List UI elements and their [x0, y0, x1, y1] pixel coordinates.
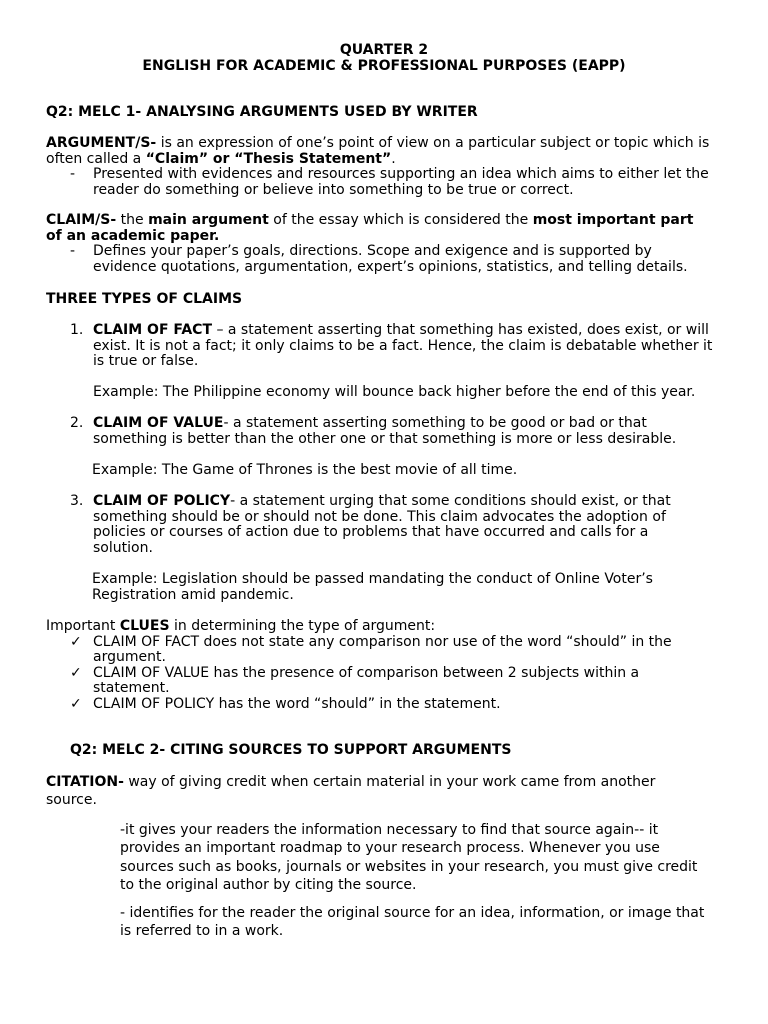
argument-line — [46, 136, 709, 152]
claim-type-item — [46, 323, 712, 370]
argument-bullet — [46, 167, 709, 183]
paragraph-line: is referred to in a work. — [120, 922, 284, 939]
claim-bullet — [46, 244, 693, 260]
list-number: 1. — [70, 322, 84, 338]
claim-emphasis: most important part — [532, 212, 694, 228]
example-line: Example: Legislation should be passed mandating the conduct of Online Voter’s — [92, 571, 653, 587]
claim-example — [93, 385, 695, 401]
paragraph-line: provides an important roadmap to your research process. Whenever you use — [120, 840, 660, 857]
citation-text: way of giving credit when certain material in your work came from another — [123, 774, 656, 790]
claim-term: CLAIM/S- — [46, 212, 117, 228]
claim-type-line: something should be or should not be done. This claim advocates the adoption of — [93, 508, 666, 525]
claim-emphasis-line: of an academic paper. — [46, 227, 220, 244]
clue-text: CLAIM OF VALUE has the presence of comparison between 2 subjects within a — [93, 664, 640, 681]
claim-type-item — [46, 416, 676, 447]
claim-type-line — [46, 494, 671, 510]
argument-bullet-continuation — [46, 183, 709, 199]
check-icon: ✓ — [70, 664, 82, 681]
clues-emphasis: CLUES — [119, 618, 170, 634]
claim-type-line — [46, 323, 712, 339]
argument-emphasis: “Claim” or “Thesis Statement” — [145, 150, 392, 167]
paragraph-line: -it gives your readers the information necessary to find that source again-- it — [120, 822, 659, 838]
claim-type-line: solution. — [93, 539, 153, 556]
citation-line: source. — [46, 792, 97, 808]
bullet-text-line: Presented with evidences and resources supporting an idea which aims to either let the — [93, 166, 709, 183]
claim-type-line: is true or false. — [93, 353, 199, 370]
bullet-text-line: evidence quotations, argumentation, expert’s opinions, statistics, and telling details. — [93, 258, 688, 275]
clue-item-continuation: argument. — [93, 649, 166, 666]
clues-intro — [46, 619, 672, 635]
argument-definition — [46, 136, 709, 198]
claim-type-item — [46, 494, 671, 556]
list-number: 3. — [70, 493, 84, 509]
example-line: Example: The Philippine economy will bounce back higher before the end of this year. — [93, 384, 696, 400]
citation-line — [46, 773, 655, 791]
claim-emphasis: main argument — [148, 212, 269, 228]
claim-type-text: - a statement asserting something to be good or bad or that — [223, 415, 647, 431]
claim-type-term: CLAIM OF FACT — [93, 322, 212, 338]
check-icon: ✓ — [70, 633, 82, 650]
clue-item — [46, 666, 672, 682]
claim-example — [92, 463, 517, 479]
paragraph-line: to the original author by citing the source. — [120, 876, 417, 893]
clues-text: Important — [46, 618, 120, 634]
melc1-heading: Q2: MELC 1- ANALYSING ARGUMENTS USED BY WRITER — [46, 104, 478, 120]
bullet-text-line: reader do something or believe into something to be true or correct. — [93, 181, 574, 198]
argument-text: is an expression of one’s point of view on a particular subject or topic which is — [156, 135, 710, 151]
citation-term: CITATION- — [46, 774, 124, 790]
check-icon: ✓ — [70, 695, 82, 712]
document-header — [0, 43, 768, 74]
clue-item-continuation: statement. — [93, 680, 170, 697]
argument-line — [46, 152, 709, 168]
melc2-heading: Q2: MELC 2- CITING SOURCES TO SUPPORT ARGUMENTS — [70, 742, 512, 758]
bullet-text-line: Defines your paper’s goals, directions. Scope and exigence and is supported by — [93, 243, 652, 260]
claim-bullet-continuation — [46, 260, 693, 276]
list-number: 2. — [70, 415, 84, 431]
claim-type-term: CLAIM OF VALUE — [93, 415, 224, 431]
clues-text: in determining the type of argument: — [169, 618, 436, 634]
claim-type-term: CLAIM OF POLICY — [93, 493, 231, 509]
example-line: Example: The Game of Thrones is the best movie of all time. — [92, 462, 518, 478]
claim-line — [46, 213, 693, 229]
citation-definition — [46, 773, 655, 809]
claim-definition — [46, 213, 693, 275]
dash-marker: - — [70, 166, 76, 183]
claim-type-line — [46, 416, 676, 432]
citation-paragraph — [120, 905, 704, 940]
paragraph-line: - identifies for the reader the original source for an idea, information, or image that — [120, 905, 705, 921]
claim-text: the — [116, 212, 149, 228]
claim-type-line: something is better than the other one or that something is more or less desirable. — [93, 430, 677, 447]
claim-type-text: - a statement urging that some conditions should exist, or that — [230, 493, 671, 509]
claim-type-text: – a statement asserting that something has existed, does exist, or will — [212, 322, 709, 338]
clue-text: CLAIM OF POLICY has the word “should” in the statement. — [93, 695, 501, 712]
types-heading: THREE TYPES OF CLAIMS — [46, 291, 243, 307]
claim-text: of the essay which is considered the — [268, 212, 533, 228]
clue-item — [46, 697, 672, 713]
claim-type-line: exist. It is not a fact; it only claims to be a fact. Hence, the claim is debatable whether it — [93, 337, 713, 354]
quarter-title: QUARTER 2 — [339, 42, 429, 58]
citation-paragraph — [120, 821, 697, 894]
clue-text: CLAIM OF FACT does not state any comparison nor use of the word “should” in the — [93, 633, 672, 650]
argument-term: ARGUMENT/S- — [46, 135, 157, 151]
argument-text: . — [391, 150, 396, 167]
example-line: Registration amid pandemic. — [92, 586, 294, 603]
clue-item — [46, 635, 672, 651]
argument-text: often called a — [46, 150, 146, 167]
dash-marker: - — [70, 243, 76, 260]
subject-title: ENGLISH FOR ACADEMIC & PROFESSIONAL PURPOSES (EAPP) — [142, 57, 626, 74]
paragraph-line: sources such as books, journals or websites in your research, you must give credit — [120, 858, 698, 875]
clues-section — [46, 619, 672, 713]
claim-example — [92, 572, 653, 603]
claim-type-line: policies or courses of action due to problems that have occurred and calls for a — [93, 524, 649, 541]
